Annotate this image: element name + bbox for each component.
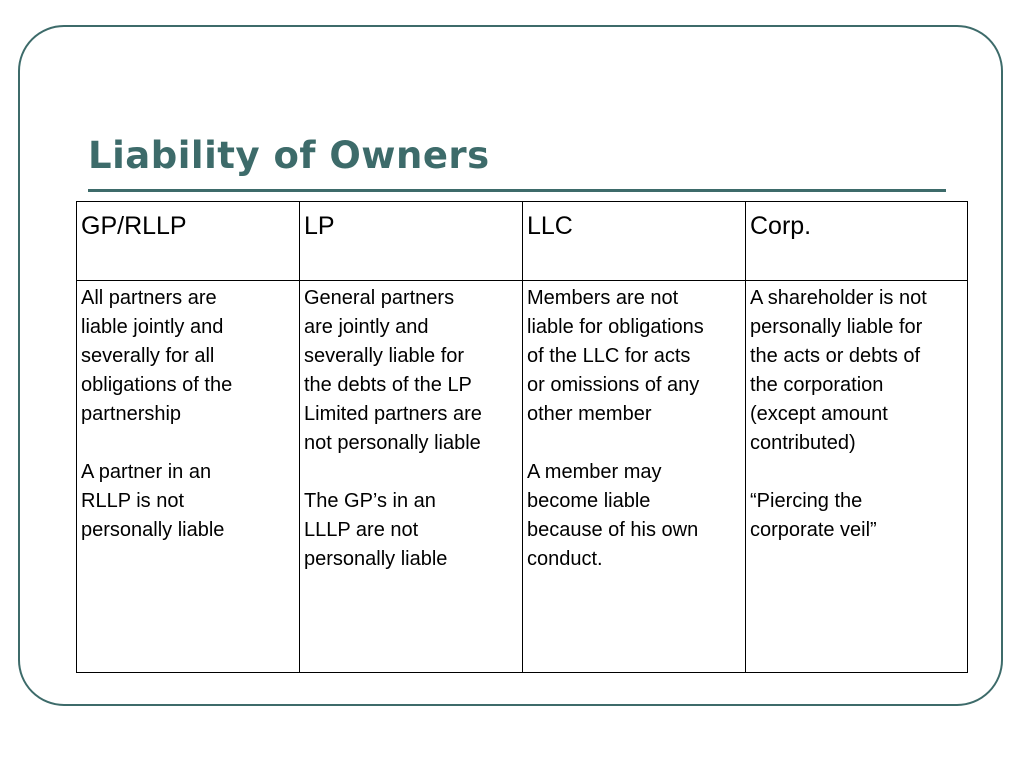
cell-corp	[746, 284, 966, 545]
cell-lp-general: General partners are jointly and severally liable for the debts of the LP Limited partners are not personally liable	[304, 287, 482, 454]
title-underline	[88, 189, 946, 192]
header-gp-rllp: GP/RLLP	[81, 212, 187, 240]
cell-llc-conduct-note: A member may become liable because of his own conduct.	[527, 461, 699, 570]
header-llc: LLC	[527, 212, 573, 240]
cell-lp	[300, 284, 520, 574]
cell-corp-veil-note: “Piercing the corporate veil”	[750, 490, 877, 541]
cell-gp-rllp-rllp-note: A partner in an RLLP is not personally liable	[81, 461, 225, 541]
cell-corp-general: A shareholder is not personally liable for the acts or debts of the corporation (except amount contributed)	[750, 287, 927, 454]
slide-title: Liability of Owners	[88, 134, 490, 177]
cell-gp-rllp	[77, 284, 297, 545]
cell-lp-lllp-note: The GP’s in an LLLP are not personally liable	[304, 490, 448, 570]
cell-llc-general: Members are not liable for obligations of the LLC for acts or omissions of any other member	[527, 287, 704, 425]
liability-table	[76, 201, 968, 673]
header-corp: Corp.	[750, 212, 812, 240]
cell-llc	[523, 284, 743, 574]
header-divider	[77, 280, 967, 281]
cell-gp-rllp-general: All partners are liable jointly and severally for all obligations of the partnership	[81, 287, 233, 425]
header-lp: LP	[304, 212, 335, 240]
